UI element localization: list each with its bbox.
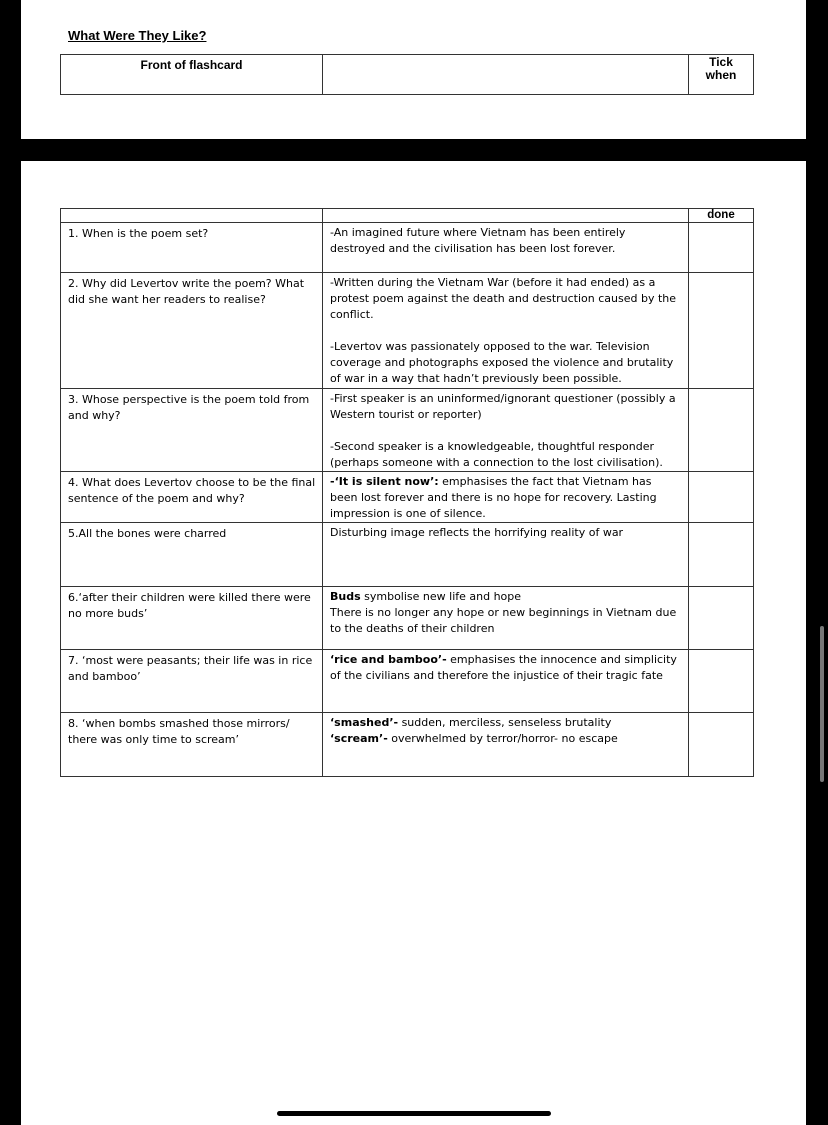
tick-cell [689,273,754,389]
table-row [61,273,754,389]
page-title: What Were They Like? [68,28,207,43]
flashcard-header-table [60,54,754,95]
answer-cell: -First speaker is an uninformed/ignorant questioner (possibly a Western tourist or reporter) -Second speaker is a knowledgeable, thoughtful responder (perhaps someone with a connection to the lost civilisation). [323,388,689,471]
tick-cell [689,713,754,777]
done-header-row [61,209,754,223]
front-label: Front of flashcard [140,58,243,72]
tick-label: Tick [709,55,733,69]
answer-cell: Buds symbolise new life and hope There is no longer any hope or new beginnings in Vietnam due to the deaths of their children [323,587,689,650]
worksheet-page-top [21,0,806,139]
tick-cell [689,523,754,587]
when-label: when [705,68,737,82]
blank-header-cell [323,55,689,95]
scrollbar[interactable] [820,626,824,782]
flashcard-qa-table [60,208,754,777]
home-indicator[interactable] [277,1111,551,1116]
tick-cell [689,223,754,273]
question-cell: 2. Why did Levertov write the poem? What did she want her readers to realise? [61,273,323,389]
question-cell: 5.All the bones were charred [61,523,323,587]
answer-cell: ‘rice and bamboo’- emphasises the innocence and simplicity of the civilians and therefore the injustice of their tragic fate [323,650,689,713]
question-cell: 6.‘after their children were killed there were no more buds’ [61,587,323,650]
front-of-flashcard-header [61,55,323,95]
done-label: done [689,209,754,223]
tick-cell [689,388,754,471]
table-row [61,388,754,471]
tick-cell [689,650,754,713]
tick-cell [689,471,754,522]
table-row [61,471,754,522]
table-row [61,523,754,587]
question-cell: 7. ‘most were peasants; their life was in rice and bamboo’ [61,650,323,713]
tick-when-header [689,55,754,95]
question-cell: 1. When is the poem set? [61,223,323,273]
answer-cell: -‘It is silent now’: emphasises the fact that Vietnam has been lost forever and there is no hope for recovery. Lasting impression is one of silence. [323,471,689,522]
question-cell: 4. What does Levertov choose to be the final sentence of the poem and why? [61,471,323,522]
answer-cell: -An imagined future where Vietnam has been entirely destroyed and the civilisation has been lost forever. [323,223,689,273]
question-cell: 8. ‘when bombs smashed those mirrors/ there was only time to scream’ [61,713,323,777]
table-row [61,587,754,650]
table-row [61,713,754,777]
table-row [61,650,754,713]
answer-cell: ‘smashed’- sudden, merciless, senseless brutality ‘scream’- overwhelmed by terror/horror- no escape [323,713,689,777]
answer-cell: -Written during the Vietnam War (before it had ended) as a protest poem against the death and destruction caused by the conflict. -Levertov was passionately opposed to the war. Television coverage and photographs exposed the violence and brutality of war in a way that hadn’t previously been possible. [323,273,689,389]
answer-cell: Disturbing image reflects the horrifying reality of war [323,523,689,587]
tick-cell [689,587,754,650]
table-row [61,223,754,273]
question-cell: 3. Whose perspective is the poem told from and why? [61,388,323,471]
worksheet-page-bottom [21,161,806,1125]
